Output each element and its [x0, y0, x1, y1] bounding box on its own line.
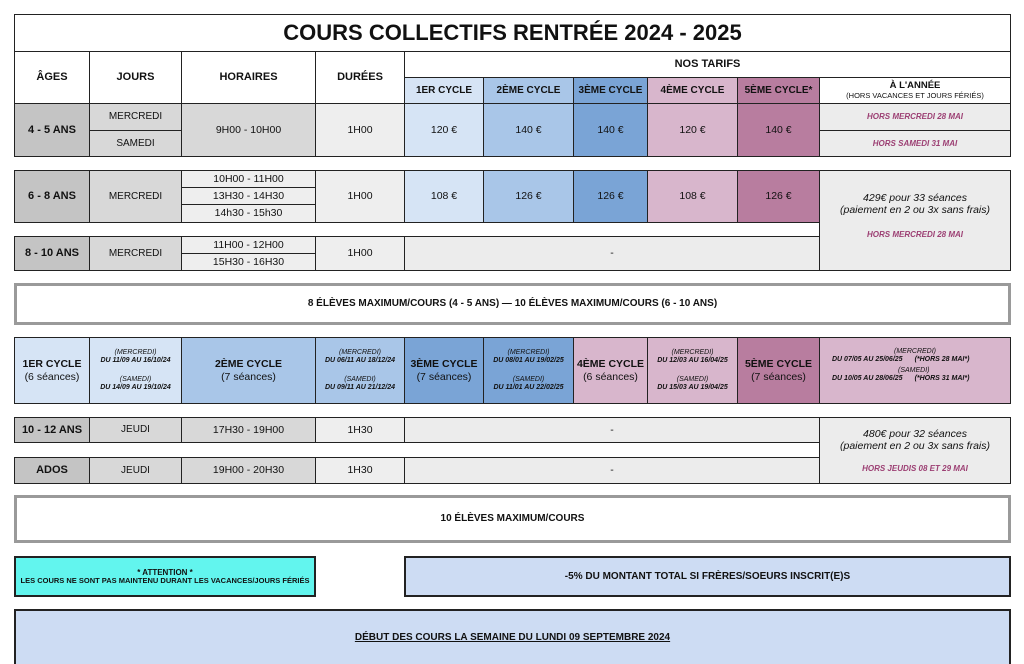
jour-jeudi: JEUDI [89, 457, 182, 484]
price-cycle-2: 126 € [483, 170, 574, 223]
cycle-3-dates [483, 337, 574, 404]
header-cycle-2: 2ÈME CYCLE [483, 77, 574, 104]
header-cycle-5: 5ÈME CYCLE* [737, 77, 820, 104]
horaire: 17H30 - 19H00 [181, 417, 316, 443]
header-annee [819, 77, 1011, 104]
sam-dates: DU 11/01 AU 22/02/25 [493, 383, 564, 391]
header-jours: JOURS [89, 51, 182, 104]
tarif-none: - [404, 236, 820, 271]
horaire-slot: 15H30 - 16H30 [181, 253, 316, 271]
attention-title: * ATTENTION * [137, 567, 193, 577]
header-ages: ÂGES [14, 51, 90, 104]
cycle-5-name [737, 337, 820, 404]
merc-dates: DU 06/11 AU 18/12/24 [324, 357, 396, 365]
sam-label: (SAMEDI) [898, 366, 930, 374]
merc-dates: DU 12/03 AU 16/04/25 [657, 357, 728, 365]
price-cycle-3: 126 € [573, 170, 648, 223]
banner-max-students-ados: 10 ÉLÈVES MAXIMUM/COURS [14, 495, 1011, 543]
header-cycle-3: 3ÈME CYCLE [573, 77, 648, 104]
merc-label: (MERCREDI) [894, 348, 936, 355]
sam-note: (*HORS 31 MAI*) [914, 375, 970, 383]
horaire-slot: 14h30 - 15h30 [181, 204, 316, 223]
cycle-2-dates [315, 337, 405, 404]
merc-label: (MERCREDI) [671, 348, 714, 356]
cycle-seances: (7 séances) [416, 370, 472, 383]
price-cycle-1: 120 € [404, 103, 484, 157]
debut-cours-box: DÉBUT DES COURS LA SEMAINE DU LUNDI 09 SEPTEMBRE 2024 [14, 609, 1011, 664]
duree: 1H30 [315, 457, 405, 484]
cycle-seances: (7 séances) [751, 370, 806, 383]
sam-label: (SAMEDI) [512, 375, 545, 383]
discount-box: -5% DU MONTANT TOTAL SI FRÈRES/SOEURS INSCRIT(E)S [404, 556, 1011, 597]
header-cycle-4: 4ÈME CYCLE [647, 77, 738, 104]
header-annee-title: À L'ANNÉE [889, 79, 941, 91]
merc-dates: DU 07/05 AU 25/06/25 [832, 356, 903, 364]
attention-text: LES COURS NE SONT PAS MAINTENU DURANT LES VACANCES/JOURS FÉRIÉS [20, 575, 310, 585]
price-cycle-2: 140 € [483, 103, 574, 157]
sam-label: (SAMEDI) [676, 375, 709, 383]
sam-label: (SAMEDI) [344, 375, 376, 383]
jour-mercredi: MERCREDI [89, 236, 182, 271]
horaire-slot: 11H00 - 12H00 [181, 236, 316, 254]
annee-ados [819, 417, 1011, 484]
price-cycle-4: 120 € [647, 103, 738, 157]
annee-payment: (paiement en 2 ou 3x sans frais) [840, 439, 990, 452]
horaire: 19H00 - 20H30 [181, 457, 316, 484]
sam-dates: DU 14/09 AU 19/10/24 [100, 383, 171, 391]
jour-mercredi: MERCREDI [89, 103, 182, 131]
age-ados: ADOS [14, 457, 90, 484]
cycle-name: 4ÈME CYCLE [576, 358, 645, 371]
annee-6-10 [819, 170, 1011, 271]
annee-price: 429€ pour 33 séances [863, 191, 967, 204]
cycle-name: 5ÈME CYCLE [744, 358, 813, 371]
age-8-10: 8 - 10 ANS [14, 236, 90, 271]
price-cycle-3: 140 € [573, 103, 648, 157]
sam-dates: DU 10/05 AU 28/06/25 [832, 375, 903, 383]
age-10-12: 10 - 12 ANS [14, 417, 90, 443]
cycle-2-name [181, 337, 316, 404]
horaire-slot: 13H30 - 14H30 [181, 187, 316, 205]
sam-label: (SAMEDI) [119, 375, 152, 383]
annee-note-mercredi: HORS MERCREDI 28 MAI [819, 103, 1011, 131]
cycle-1-name [14, 337, 90, 404]
merc-dates: DU 11/09 AU 16/10/24 [100, 357, 171, 365]
merc-label: (MERCREDI) [507, 348, 550, 356]
merc-note: (*HORS 28 MAI*) [914, 356, 970, 364]
duree: 1H00 [315, 103, 405, 157]
cycle-1-dates [89, 337, 182, 404]
horaire: 9H00 - 10H00 [181, 103, 316, 157]
header-annee-sub: (HORS VACANCES ET JOURS FÉRIÉS) [846, 90, 984, 100]
header-nos-tarifs: NOS TARIFS [404, 51, 1011, 78]
cycle-seances: (7 séances) [221, 370, 276, 383]
annee-note: HORS MERCREDI 28 MAI [866, 229, 963, 239]
jour-jeudi: JEUDI [89, 417, 182, 443]
merc-label: (MERCREDI) [114, 348, 157, 356]
cycle-4-dates [647, 337, 738, 404]
banner-max-students: 8 ÉLÈVES MAXIMUM/COURS (4 - 5 ANS) — 10 ÉLÈVES MAXIMUM/COURS (6 - 10 ANS) [14, 283, 1011, 325]
cycle-seances: (6 séances) [24, 370, 80, 383]
sam-dates: DU 15/03 AU 19/04/25 [657, 383, 728, 391]
annee-payment: (paiement en 2 ou 3x sans frais) [840, 203, 990, 216]
header-horaires: HORAIRES [181, 51, 316, 104]
cycle-3-name [404, 337, 484, 404]
cycle-seances: (6 séances) [583, 370, 638, 383]
annee-note-samedi: HORS SAMEDI 31 MAI [819, 130, 1011, 157]
horaire-slot: 10H00 - 11H00 [181, 170, 316, 188]
cycle-name: 1ER CYCLE [22, 358, 82, 371]
price-cycle-5: 140 € [737, 103, 820, 157]
merc-label: (MERCREDI) [339, 348, 381, 356]
duree: 1H00 [315, 236, 405, 271]
header-durees: DURÉES [315, 51, 405, 104]
price-cycle-4: 108 € [647, 170, 738, 223]
annee-note: HORS JEUDIS 08 ET 29 MAI [862, 463, 968, 473]
cycle-5-dates [819, 337, 1011, 404]
tarif-none: - [404, 457, 820, 484]
sam-dates: DU 09/11 AU 21/12/24 [324, 383, 396, 391]
cycle-name: 2ÈME CYCLE [214, 358, 283, 371]
header-cycle-1: 1ER CYCLE [404, 77, 484, 104]
age-6-8: 6 - 8 ANS [14, 170, 90, 223]
jour-mercredi: MERCREDI [89, 170, 182, 223]
duree: 1H30 [315, 417, 405, 443]
price-cycle-5: 126 € [737, 170, 820, 223]
jour-samedi: SAMEDI [89, 130, 182, 157]
duree: 1H00 [315, 170, 405, 223]
annee-price: 480€ pour 32 séances [863, 427, 967, 440]
age-4-5: 4 - 5 ANS [14, 103, 90, 157]
cycle-4-name [573, 337, 648, 404]
merc-dates: DU 08/01 AU 19/02/25 [493, 357, 564, 365]
tarif-none: - [404, 417, 820, 443]
attention-box [14, 556, 316, 597]
price-cycle-1: 108 € [404, 170, 484, 223]
page-title: COURS COLLECTIFS RENTRÉE 2024 - 2025 [14, 14, 1011, 52]
cycle-name: 3ÈME CYCLE [410, 358, 478, 371]
